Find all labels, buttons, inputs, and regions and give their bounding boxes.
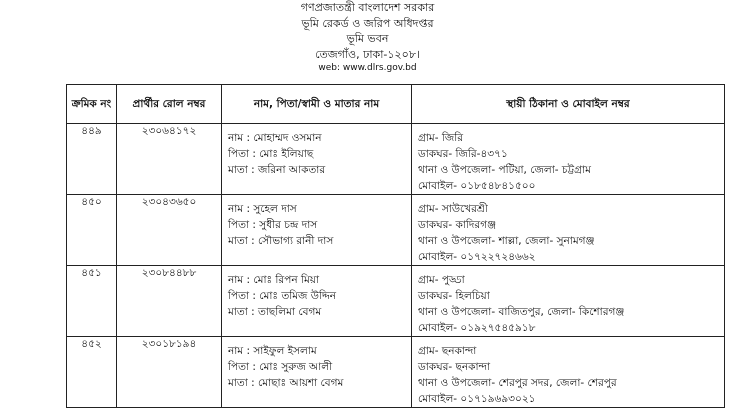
name-cell	[222, 195, 412, 266]
name-cell	[222, 124, 412, 195]
document-header	[0, 0, 735, 75]
mother-name: মাতা : সৌভাগ্য রানী দাস	[228, 235, 334, 247]
thana-district: থানা ও উপজেলা- শেরপুর সদর, জেলা- শেরপুর	[418, 377, 617, 389]
mother-name: মাতা : মোছাঃ আয়শা বেগম	[228, 377, 344, 389]
header-building: ভূমি ভবন	[346, 32, 389, 45]
table-row	[67, 266, 725, 337]
father-name: পিতা : মোঃ সুরুজ আলী	[228, 361, 333, 373]
post-office: ডাকঘর- হিলচিয়া	[418, 290, 490, 302]
village: গ্রাম- ছনকান্দা	[418, 345, 477, 357]
name-cell	[222, 266, 412, 337]
roll-cell: ২৩০৪৩৬৫০	[117, 195, 222, 266]
serial-cell: ৪৫২	[67, 337, 117, 408]
post-office: ডাকঘর- কাদিরগঞ্জ	[418, 219, 497, 231]
mobile-number: মোবাইল- ০১৭১৯৬৯৩০২১	[418, 393, 536, 405]
post-office: ডাকঘর- জিরি-৪৩৭১	[418, 148, 508, 160]
address-cell	[412, 124, 725, 195]
address-cell	[412, 337, 725, 408]
table-row	[67, 124, 725, 195]
name-cell	[222, 337, 412, 408]
thana-district: থানা ও উপজেলা- পটিয়া, জেলা- চট্টগ্রাম	[418, 164, 591, 176]
village: গ্রাম- জিরি	[418, 132, 464, 144]
candidate-name: নাম : সুহেল দাস	[228, 203, 297, 215]
mobile-number: মোবাইল- ০১৮৫৪৮৪১৫০০	[418, 180, 536, 192]
serial-cell: ৪৫০	[67, 195, 117, 266]
candidate-name: নাম : মোহাম্মদ ওসমান	[228, 132, 322, 144]
table-row	[67, 337, 725, 408]
village: গ্রাম- সাউখেরশ্রী	[418, 203, 488, 215]
mobile-number: মোবাইল- ০১৭২২৭২৪৬৬২	[418, 251, 536, 263]
serial-cell: ৪৪৯	[67, 124, 117, 195]
mobile-number: মোবাইল- ০১৯২৭৫৪৫৯১৮	[418, 322, 536, 334]
father-name: পিতা : সুধীর চন্দ্র দাস	[228, 219, 318, 231]
table-row	[67, 195, 725, 266]
serial-cell: ৪৫১	[67, 266, 117, 337]
address-cell	[412, 266, 725, 337]
header-website: web: www.dlrs.gov.bd	[318, 63, 417, 73]
roll-cell: ২৩০১৮১৯৪	[117, 337, 222, 408]
roll-cell: ২৩০৬৪১৭২	[117, 124, 222, 195]
col-header-serial: ক্রমিক নং	[67, 85, 117, 124]
col-header-roll: প্রার্থীর রোল নম্বর	[117, 85, 222, 124]
col-header-name: নাম, পিতা/স্বামী ও মাতার নাম	[222, 85, 412, 124]
address-cell	[412, 195, 725, 266]
post-office: ডাকঘর- ছনকান্দা	[418, 361, 490, 373]
candidate-name: নাম : মোঃ রিপন মিয়া	[228, 274, 320, 286]
candidate-table	[66, 84, 725, 408]
header-department: ভূমি রেকর্ড ও জরিপ অধিদপ্তর	[301, 16, 434, 30]
thana-district: থানা ও উপজেলা- বাজিতপুর, জেলা- কিশোরগঞ্জ	[418, 306, 625, 318]
father-name: পিতা : মোঃ তমিজ উদ্দিন	[228, 290, 337, 302]
village: গ্রাম- পুড্ডা	[418, 274, 465, 286]
mother-name: মাতা : জরিনা আকতার	[228, 164, 326, 176]
roll-cell: ২৩০৮৪৪৮৮	[117, 266, 222, 337]
father-name: পিতা : মোঃ ইলিয়াছ	[228, 148, 314, 160]
mother-name: মাতা : তাছলিমা বেগম	[228, 306, 322, 318]
header-government: গণপ্রজাতন্ত্রী বাংলাদেশ সরকার	[300, 1, 435, 14]
candidate-name: নাম : সাইফুল ইসলাম	[228, 345, 317, 357]
col-header-address: স্থায়ী ঠিকানা ও মোবাইল নম্বর	[412, 85, 725, 124]
table-header-row	[67, 85, 725, 124]
thana-district: থানা ও উপজেলা- শাল্লা, জেলা- সুনামগঞ্জ	[418, 235, 595, 247]
header-address: তেজগাঁও, ঢাকা-১২০৮।	[315, 47, 420, 61]
